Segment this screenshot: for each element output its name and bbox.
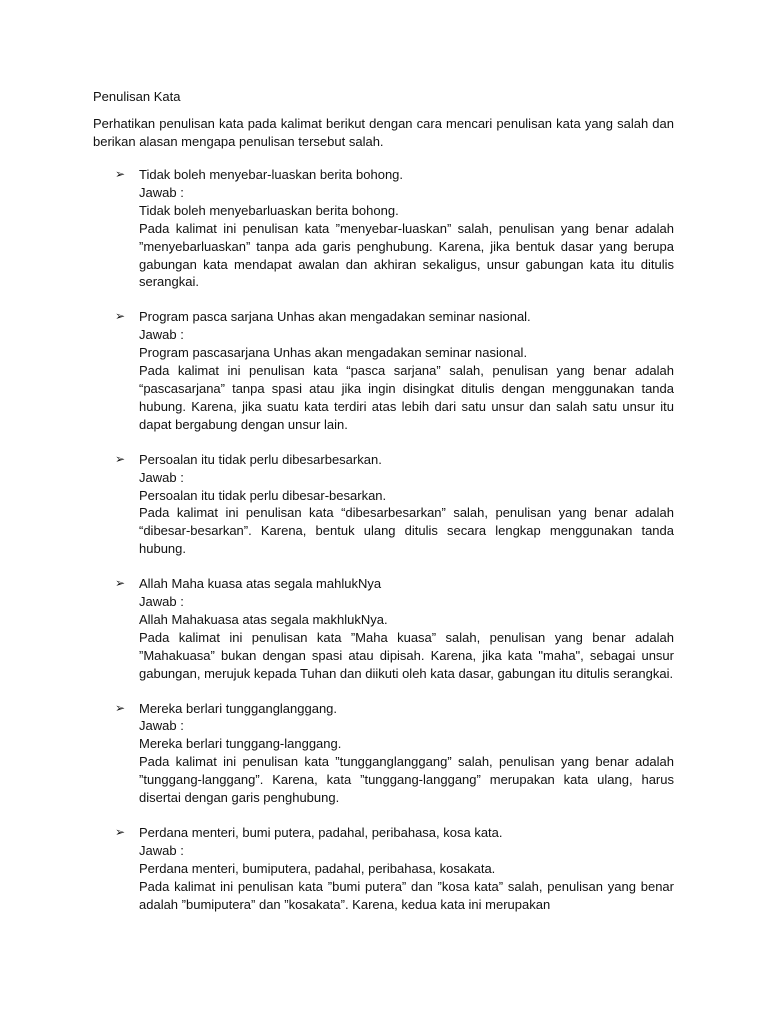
exercise-item — [112, 166, 674, 291]
question-text: Mereka berlari tungganglanggang. — [139, 700, 338, 716]
intro-paragraph: Perhatikan penulisan kata pada kalimat berikut dengan cara mencari penulisan kata yang salah dan berikan alasan mengapa penulisan tersebut salah. — [93, 116, 674, 149]
exercise-list — [112, 166, 674, 931]
explanation-text: Pada kalimat ini penulisan kata ”Maha kuasa” salah, penulisan yang benar adalah ”Mahakuasa” bukan dengan spasi atau dipisah. Karena, jika kata "maha", sebagai unsur gabungan, merujuk kepada Tuhan dan diikuti oleh kata dasar, gabungan itu ditulis serangkai. — [139, 629, 674, 681]
answer-text: Tidak boleh menyebarluaskan berita bohong. — [139, 202, 399, 218]
arrow-bullet-icon: ➢ — [115, 700, 126, 715]
arrow-bullet-icon: ➢ — [115, 451, 126, 466]
arrow-bullet-icon: ➢ — [115, 309, 126, 324]
exercise-item — [112, 575, 674, 682]
explanation-text: Pada kalimat ini penulisan kata “pasca sarjana” salah, penulisan yang benar adalah “pascasarjana” tanpa spasi atau jika ingin disingkat ditulis dengan menggunakan tanda hubung. Karena, jika suatu kata terdiri atas lebih dari satu unsur dan salah satu unsur itu dapat bergabung dengan unsur lain. — [139, 363, 674, 432]
answer-text: Allah Mahakuasa atas segala makhlukNya. — [139, 611, 388, 627]
explanation-text: Pada kalimat ini penulisan kata “dibesarbesarkan” salah, penulisan yang benar adalah “dibesar-besarkan”. Karena, bentuk ulang ditulis secara lengkap menggunakan tanda hubung. — [139, 505, 674, 557]
answer-text: Perdana menteri, bumiputera, padahal, peribahasa, kosakata. — [139, 860, 496, 876]
document-title: Penulisan Kata — [93, 89, 181, 104]
arrow-bullet-icon: ➢ — [115, 576, 126, 591]
answer-label: Jawab : — [139, 842, 184, 858]
answer-label: Jawab : — [139, 327, 184, 343]
exercise-item — [112, 824, 674, 914]
explanation-text: Pada kalimat ini penulisan kata ”bumi putera” dan ”kosa kata” salah, penulisan yang benar adalah ”bumiputera” dan ”kosakata”. Karena, kedua kata ini merupakan — [139, 878, 674, 912]
exercise-item — [112, 451, 674, 558]
question-text: Persoalan itu tidak perlu dibesarbesarkan. — [139, 451, 382, 467]
explanation-text: Pada kalimat ini penulisan kata ”tungganglanggang” salah, penulisan yang benar adalah ”tunggang-langgang”. Karena, kata ”tunggang-langgang” merupakan kata ulang, harus disertai dengan garis penghubung. — [139, 754, 674, 806]
answer-label: Jawab : — [139, 594, 184, 610]
answer-text: Mereka berlari tunggang-langgang. — [139, 736, 342, 752]
answer-label: Jawab : — [139, 184, 184, 200]
answer-text: Program pascasarjana Unhas akan mengadakan seminar nasional. — [139, 345, 528, 361]
question-text: Allah Maha kuasa atas segala mahlukNya — [139, 576, 382, 592]
explanation-text: Pada kalimat ini penulisan kata ”menyebar-luaskan” salah, penulisan yang benar adalah ”menyebarluaskan” tanpa ada garis penghubung. Karena, jika bentuk dasar yang berupa gabungan kata mendapat awalan dan akhiran sekaligus, unsur gabungan kata itu ditulis serangkai. — [139, 220, 674, 290]
exercise-item — [112, 700, 674, 807]
arrow-bullet-icon: ➢ — [115, 167, 126, 181]
exercise-item — [112, 308, 674, 433]
arrow-bullet-icon: ➢ — [115, 825, 126, 839]
answer-label: Jawab : — [139, 718, 184, 734]
answer-text: Persoalan itu tidak perlu dibesar-besarkan. — [139, 487, 387, 503]
question-text: Tidak boleh menyebar-luaskan berita bohong. — [139, 167, 404, 182]
question-text: Program pasca sarjana Unhas akan mengadakan seminar nasional. — [139, 309, 531, 325]
answer-label: Jawab : — [139, 469, 184, 485]
question-text: Perdana menteri, bumi putera, padahal, peribahasa, kosa kata. — [139, 825, 503, 840]
